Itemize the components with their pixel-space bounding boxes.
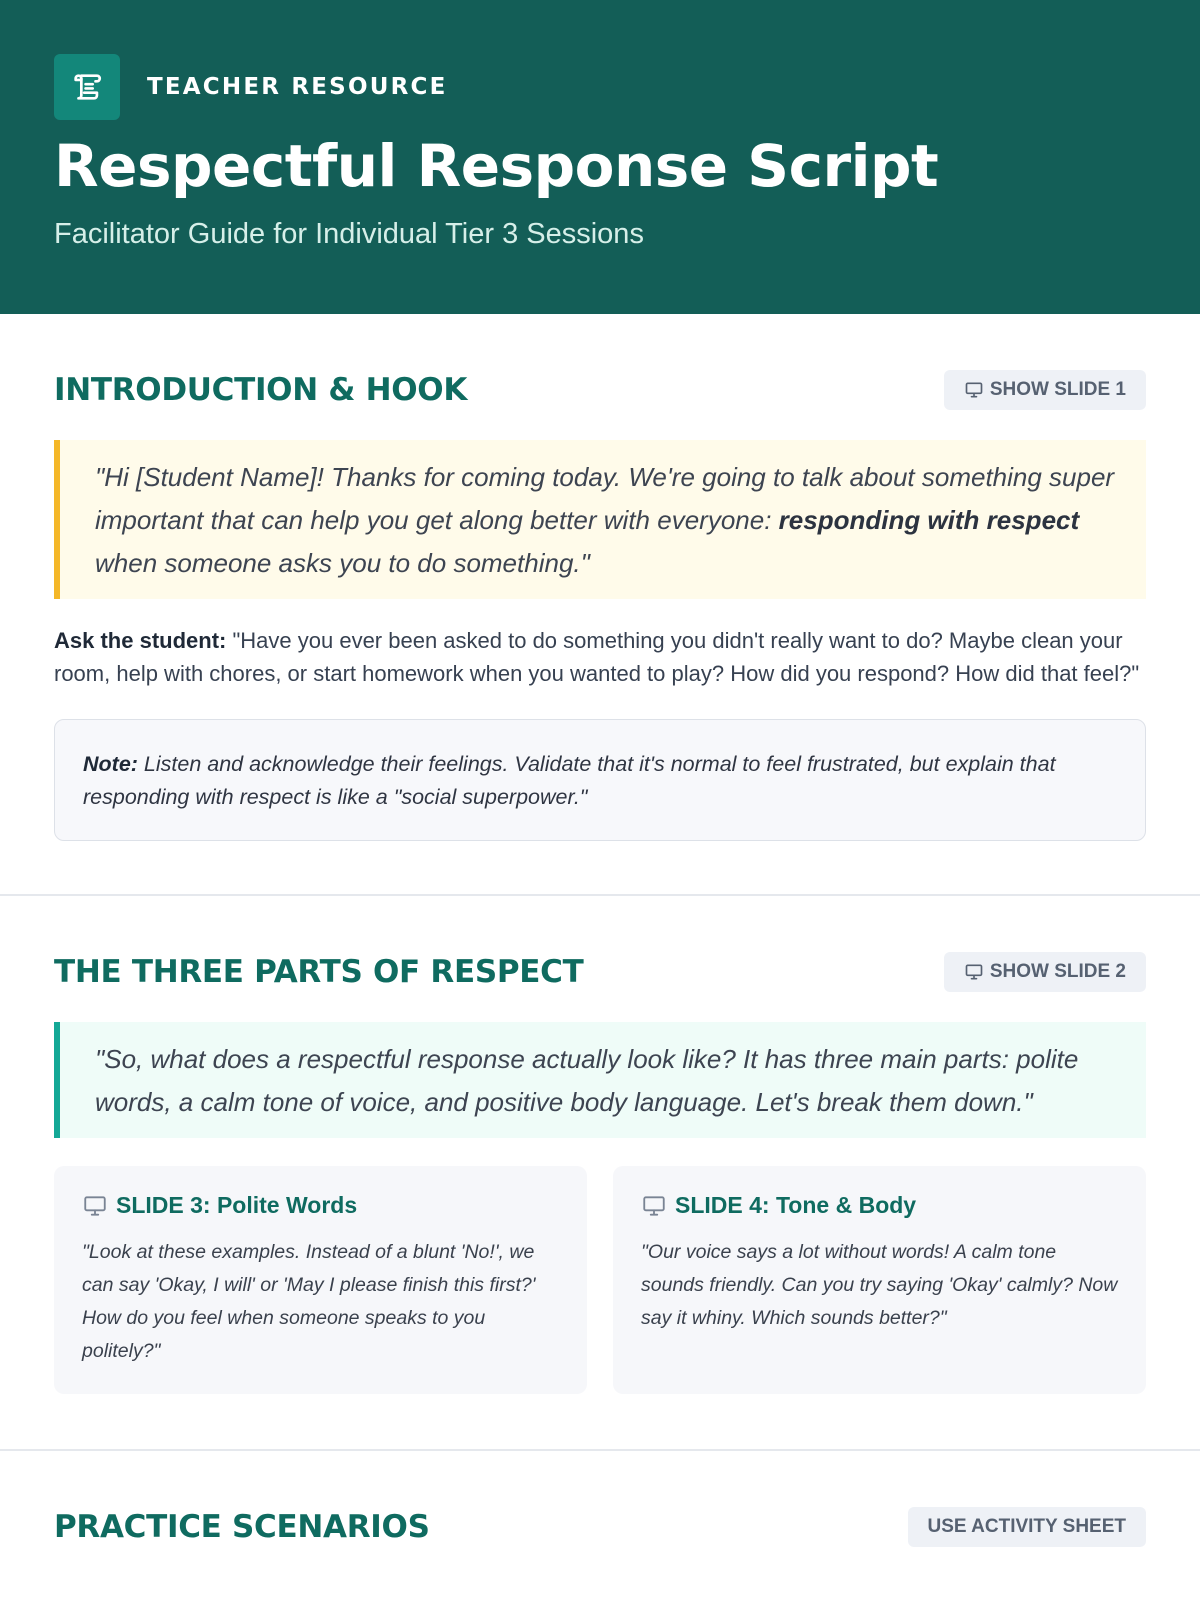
slide-label: SHOW SLIDE 2 xyxy=(989,961,1126,982)
section-title: INTRODUCTION & HOOK xyxy=(54,372,468,408)
slide-label: SHOW SLIDE 1 xyxy=(989,379,1126,400)
monitor-icon xyxy=(964,380,984,400)
section-title: THE THREE PARTS OF RESPECT xyxy=(54,954,584,990)
use-activity-sheet-badge xyxy=(908,1507,1146,1547)
quote-text-end: when someone asks you to do something." xyxy=(95,548,590,578)
card-title xyxy=(82,1192,559,1219)
ask-student-prompt xyxy=(54,624,1146,690)
page-title: Respectful Response Script xyxy=(54,132,939,200)
page-header xyxy=(0,0,1200,314)
section-practice-scenarios xyxy=(0,1451,1200,1547)
slide-cards xyxy=(54,1166,1146,1394)
ask-label: Ask the student: xyxy=(54,628,227,653)
scroll-icon xyxy=(54,54,120,120)
intro-script-quote xyxy=(54,440,1146,599)
slide-card-polite-words xyxy=(54,1166,587,1394)
monitor-icon xyxy=(964,962,984,982)
card-title-text: SLIDE 4: Tone & Body xyxy=(675,1192,917,1218)
show-slide-2-badge xyxy=(944,952,1146,992)
monitor-icon xyxy=(641,1193,667,1219)
ask-text: "Have you ever been asked to do something you didn't really want to do? Maybe clean your room, help with chores, or start homework when you wanted to play? How did you respond? How did that feel?" xyxy=(54,628,1140,686)
show-slide-1-badge xyxy=(944,370,1146,410)
facilitator-note xyxy=(54,719,1146,841)
section-introduction xyxy=(0,314,1200,841)
card-script: "Our voice says a lot without words! A calm tone sounds friendly. Can you try saying 'Okay' calmly? Now say it whiny. Which sounds better?" xyxy=(641,1241,1118,1329)
header-eyebrow-row xyxy=(54,54,447,120)
three-parts-script-quote: "So, what does a respectful response actually look like? It has three main parts: polite words, a calm tone of voice, and positive body language. Let's break them down." xyxy=(54,1022,1146,1138)
section-three-parts xyxy=(0,896,1200,1394)
card-script: "Look at these examples. Instead of a blunt 'No!', we can say 'Okay, I will' or 'May I please finish this first?' How do you feel when someone speaks to you politely?" xyxy=(82,1241,536,1362)
section-title: PRACTICE SCENARIOS xyxy=(54,1509,430,1545)
header-eyebrow: TEACHER RESOURCE xyxy=(147,74,448,100)
slide-card-tone-body xyxy=(613,1166,1146,1394)
page-subtitle: Facilitator Guide for Individual Tier 3 Sessions xyxy=(54,218,644,250)
quote-emphasis: responding with respect xyxy=(778,505,1080,535)
card-title xyxy=(641,1192,1118,1219)
note-text: Listen and acknowledge their feelings. Validate that it's normal to feel frustrated, but explain that responding with respect is like a "social superpower." xyxy=(83,752,1056,809)
note-label: Note: xyxy=(83,752,138,776)
quote-text: "Hi [Student Name]! Thanks for coming today. We're going to talk about something super important that can help you get along better with everyone: xyxy=(95,462,1115,535)
card-title-text: SLIDE 3: Polite Words xyxy=(116,1192,358,1218)
monitor-icon xyxy=(82,1193,108,1219)
slide-label: USE ACTIVITY SHEET xyxy=(927,1516,1126,1537)
